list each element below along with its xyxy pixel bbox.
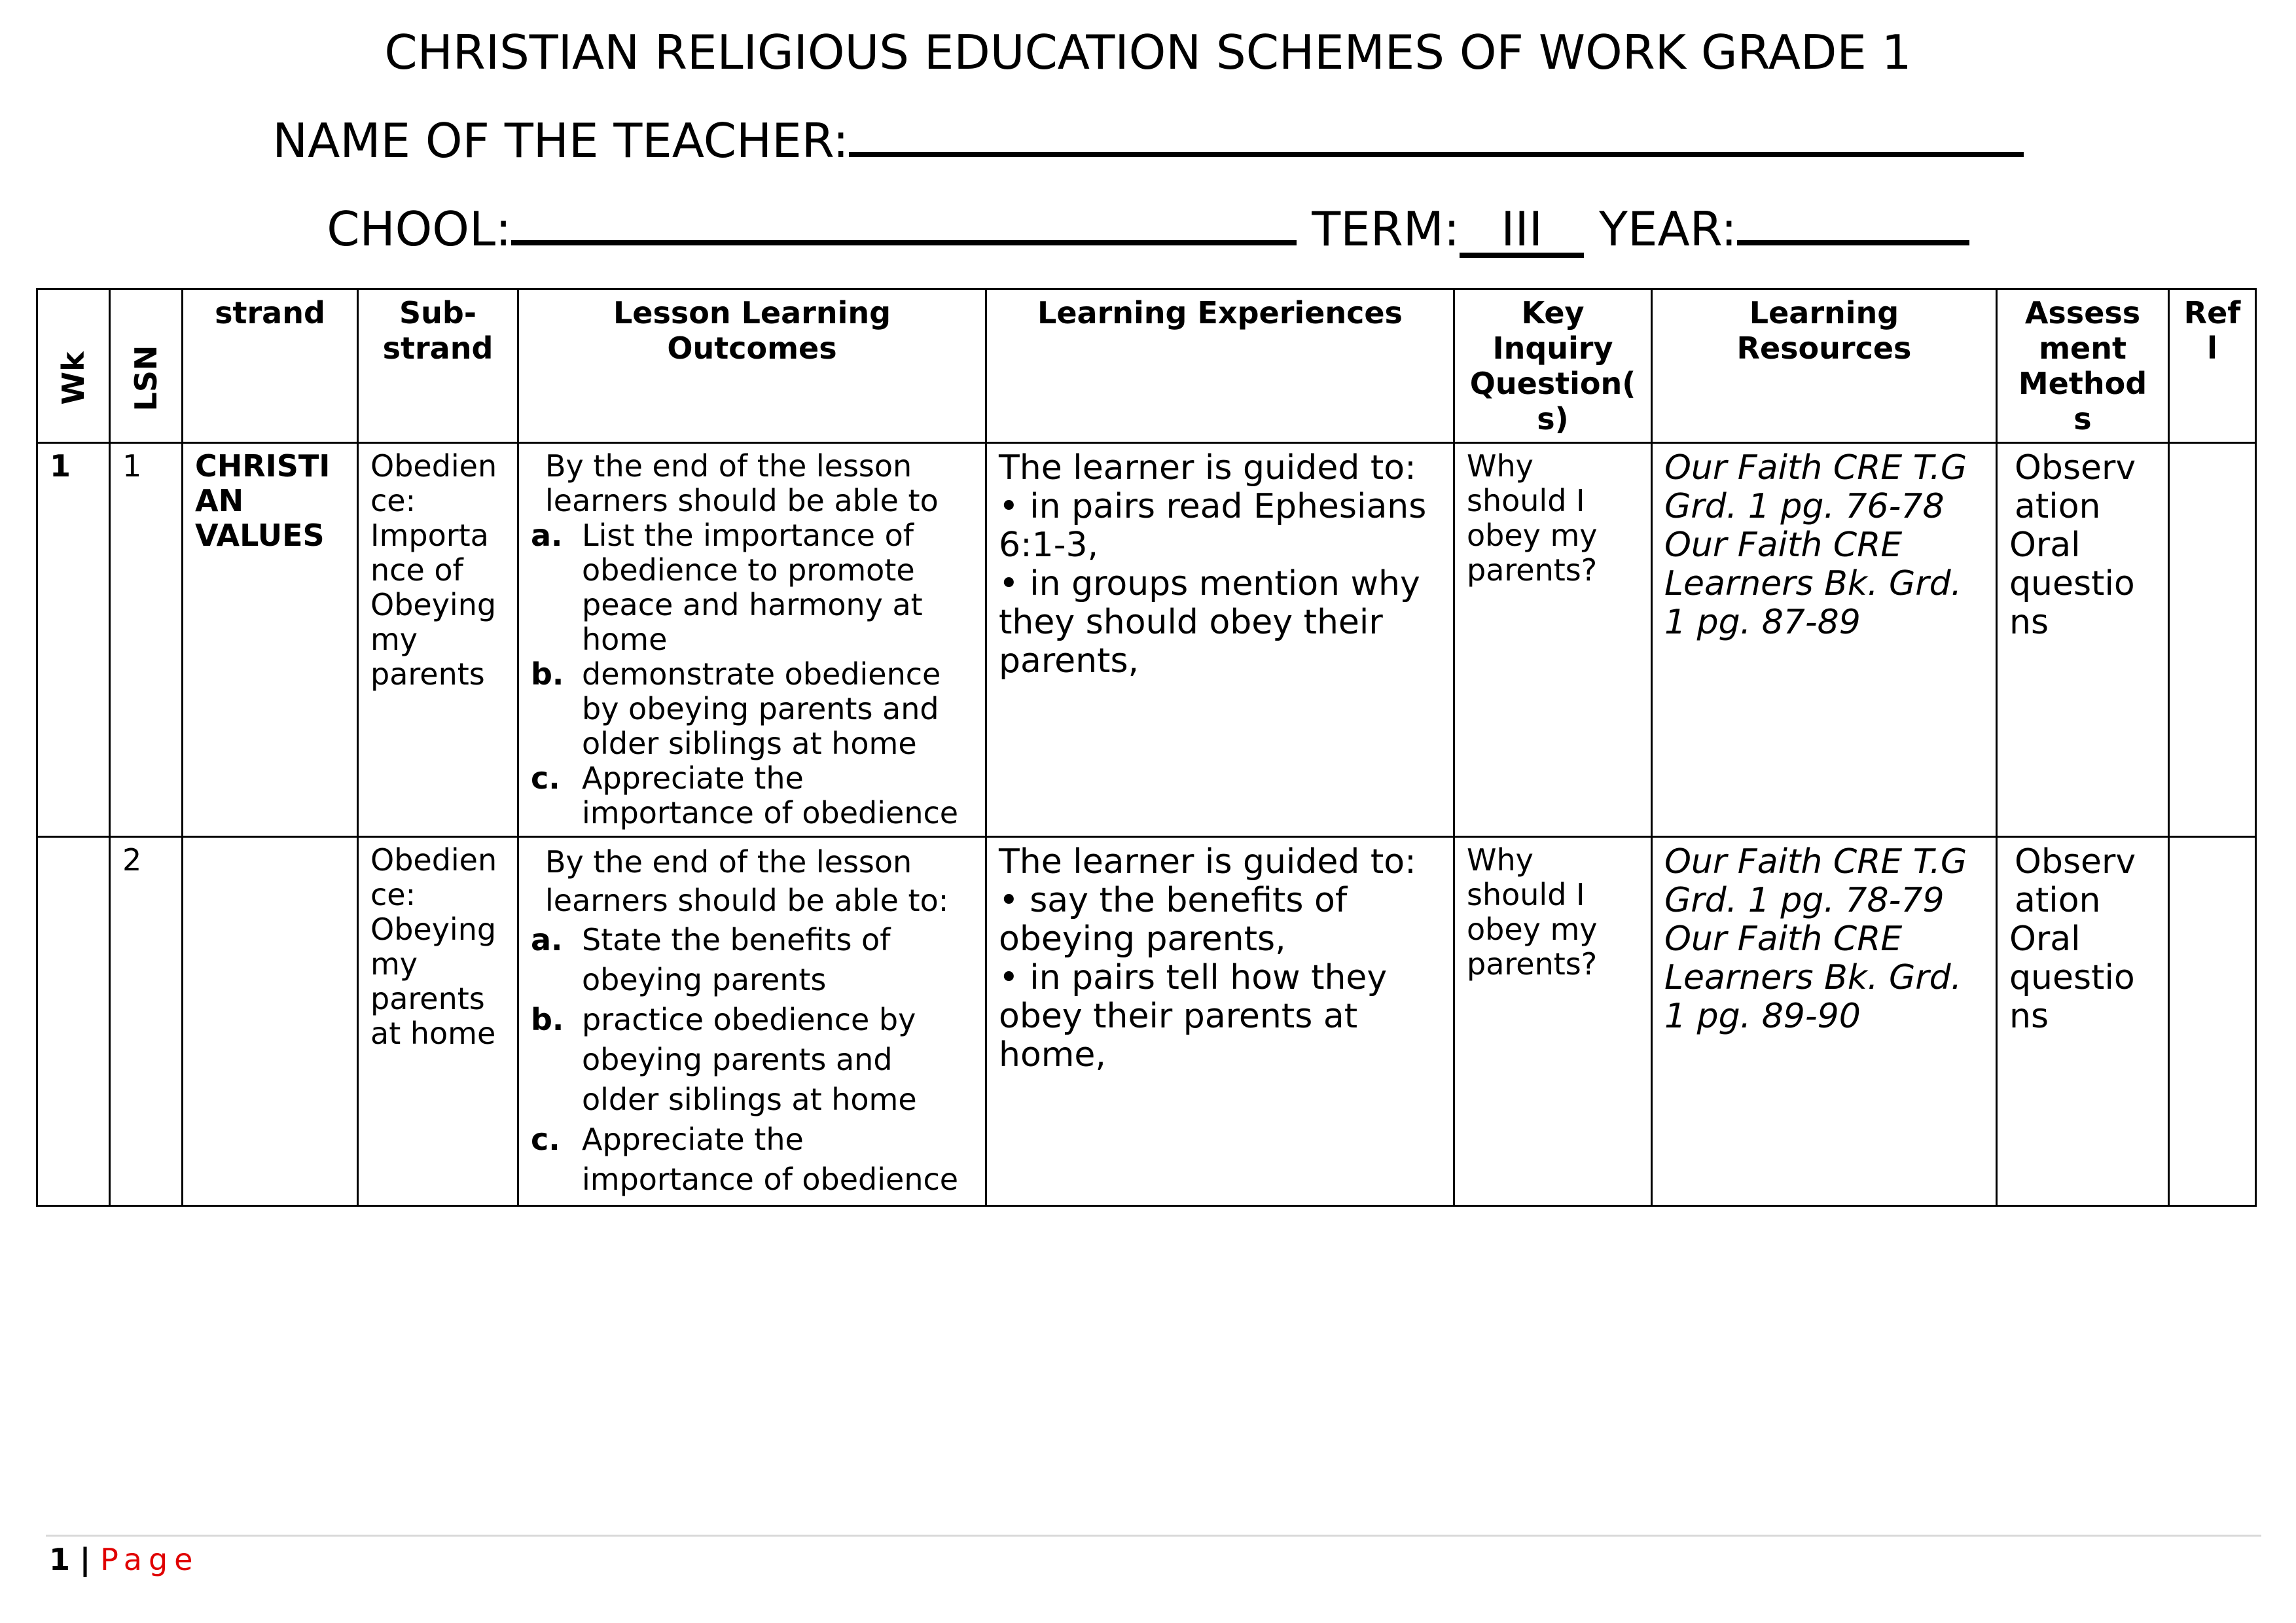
school-name-blank[interactable] <box>511 201 1297 245</box>
list-item: • in groups mention why they should obey their parents, <box>999 564 1420 681</box>
page-number: 1 <box>49 1542 71 1577</box>
cell-wk: 1 <box>37 443 110 837</box>
col-header-assessment: Assessment Methods <box>1997 289 2169 443</box>
year-label: YEAR: <box>1599 202 1737 257</box>
footer-divider <box>46 1535 2261 1537</box>
outcomes-intro: By the end of the lesson learners should be able to: <box>545 844 949 918</box>
list-item: b. demonstrate obedience by obeying parents and older siblings at home <box>531 656 941 761</box>
cell-strand <box>183 837 358 1206</box>
resource-item: Our Faith CRE T.G Grd. 1 pg. 76-78 <box>1664 448 1967 526</box>
teacher-line <box>0 111 2296 170</box>
outcomes-list <box>531 920 973 1200</box>
cell-lsn: 2 <box>110 837 183 1206</box>
year-blank[interactable] <box>1737 201 1969 245</box>
list-item: • in pairs read Ephesians 6:1-3, <box>999 487 1427 565</box>
term-value[interactable]: III <box>1460 205 1584 258</box>
col-header-strand: strand <box>183 289 358 443</box>
table-row <box>37 837 2256 1206</box>
outcomes-intro: By the end of the lesson learners should be able to <box>545 448 939 518</box>
cell-assessment <box>1997 837 2169 1206</box>
cell-outcomes <box>518 837 986 1206</box>
document-title: CHRISTIAN RELIGIOUS EDUCATION SCHEMES OF WORK GRADE 1 <box>384 25 1912 80</box>
list-item: c. Appreciate the importance of obedience <box>531 760 959 830</box>
school-label: CHOOL: <box>327 202 512 257</box>
assessment-item: Observation <box>2015 448 2136 526</box>
cell-reflection[interactable] <box>2169 837 2256 1206</box>
term-label: TERM: <box>1312 202 1460 257</box>
experiences-intro: The learner is guided to: <box>999 448 1416 488</box>
cell-outcomes <box>518 443 986 837</box>
cell-inquiry: Why should I obey my parents? <box>1454 443 1652 837</box>
cell-experiences <box>986 443 1454 837</box>
col-header-lsn: LSN <box>110 289 183 443</box>
footer-separator: | <box>79 1542 91 1577</box>
cell-experiences <box>986 837 1454 1206</box>
teacher-label: NAME OF THE TEACHER: <box>272 113 849 168</box>
cell-strand: CHRISTIAN VALUES <box>183 443 358 837</box>
list-item: b. practice obedience by obeying parents and older siblings at home <box>531 1002 917 1117</box>
col-header-reflection: Refl <box>2169 289 2256 443</box>
cell-reflection[interactable] <box>2169 443 2256 837</box>
table-row <box>37 443 2256 837</box>
list-item: a. State the benefits of obeying parents <box>531 922 891 997</box>
assessment-item: Observation <box>2015 842 2136 920</box>
cell-resources <box>1652 443 1997 837</box>
col-header-inquiry: Key Inquiry Question(s) <box>1454 289 1652 443</box>
schemes-of-work-table <box>36 288 2257 1207</box>
cell-wk <box>37 837 110 1206</box>
col-header-experiences: Learning Experiences <box>986 289 1454 443</box>
page-footer <box>49 1541 199 1578</box>
cell-inquiry: Why should I obey my parents? <box>1454 837 1652 1206</box>
cell-resources <box>1652 837 1997 1206</box>
resource-item: Our Faith CRE Learners Bk. Grd. 1 pg. 89-90 <box>1664 919 1962 1036</box>
assessment-item: Oral questions <box>2009 919 2135 1036</box>
col-header-outcomes: Lesson Learning Outcomes <box>518 289 986 443</box>
list-item: c. Appreciate the importance of obedience <box>531 1122 959 1197</box>
teacher-name-blank[interactable] <box>849 113 2024 157</box>
assessment-item: Oral questions <box>2009 526 2135 642</box>
cell-substrand: Obedience: Obeying my parents at home <box>358 837 518 1206</box>
cell-assessment <box>1997 443 2169 837</box>
page-word: Page <box>100 1542 200 1577</box>
outcomes-list <box>531 518 973 830</box>
col-header-substrand: Sub-strand <box>358 289 518 443</box>
experiences-intro: The learner is guided to: <box>999 842 1416 882</box>
cell-substrand: Obedience: Importance of Obeying my parents <box>358 443 518 837</box>
cell-lsn: 1 <box>110 443 183 837</box>
resource-item: Our Faith CRE T.G Grd. 1 pg. 78-79 <box>1664 842 1967 920</box>
table-header-row <box>37 289 2256 443</box>
list-item: a. List the importance of obedience to promote peace and harmony at home <box>531 518 923 657</box>
list-item: • in pairs tell how they obey their parents at home, <box>999 958 1388 1075</box>
school-term-year-line <box>0 200 2296 259</box>
col-header-wk: Wk <box>37 289 110 443</box>
list-item: • say the benefits of obeying parents, <box>999 881 1348 959</box>
resource-item: Our Faith CRE Learners Bk. Grd. 1 pg. 87-89 <box>1664 526 1962 642</box>
col-header-resources: Learning Resources <box>1652 289 1997 443</box>
